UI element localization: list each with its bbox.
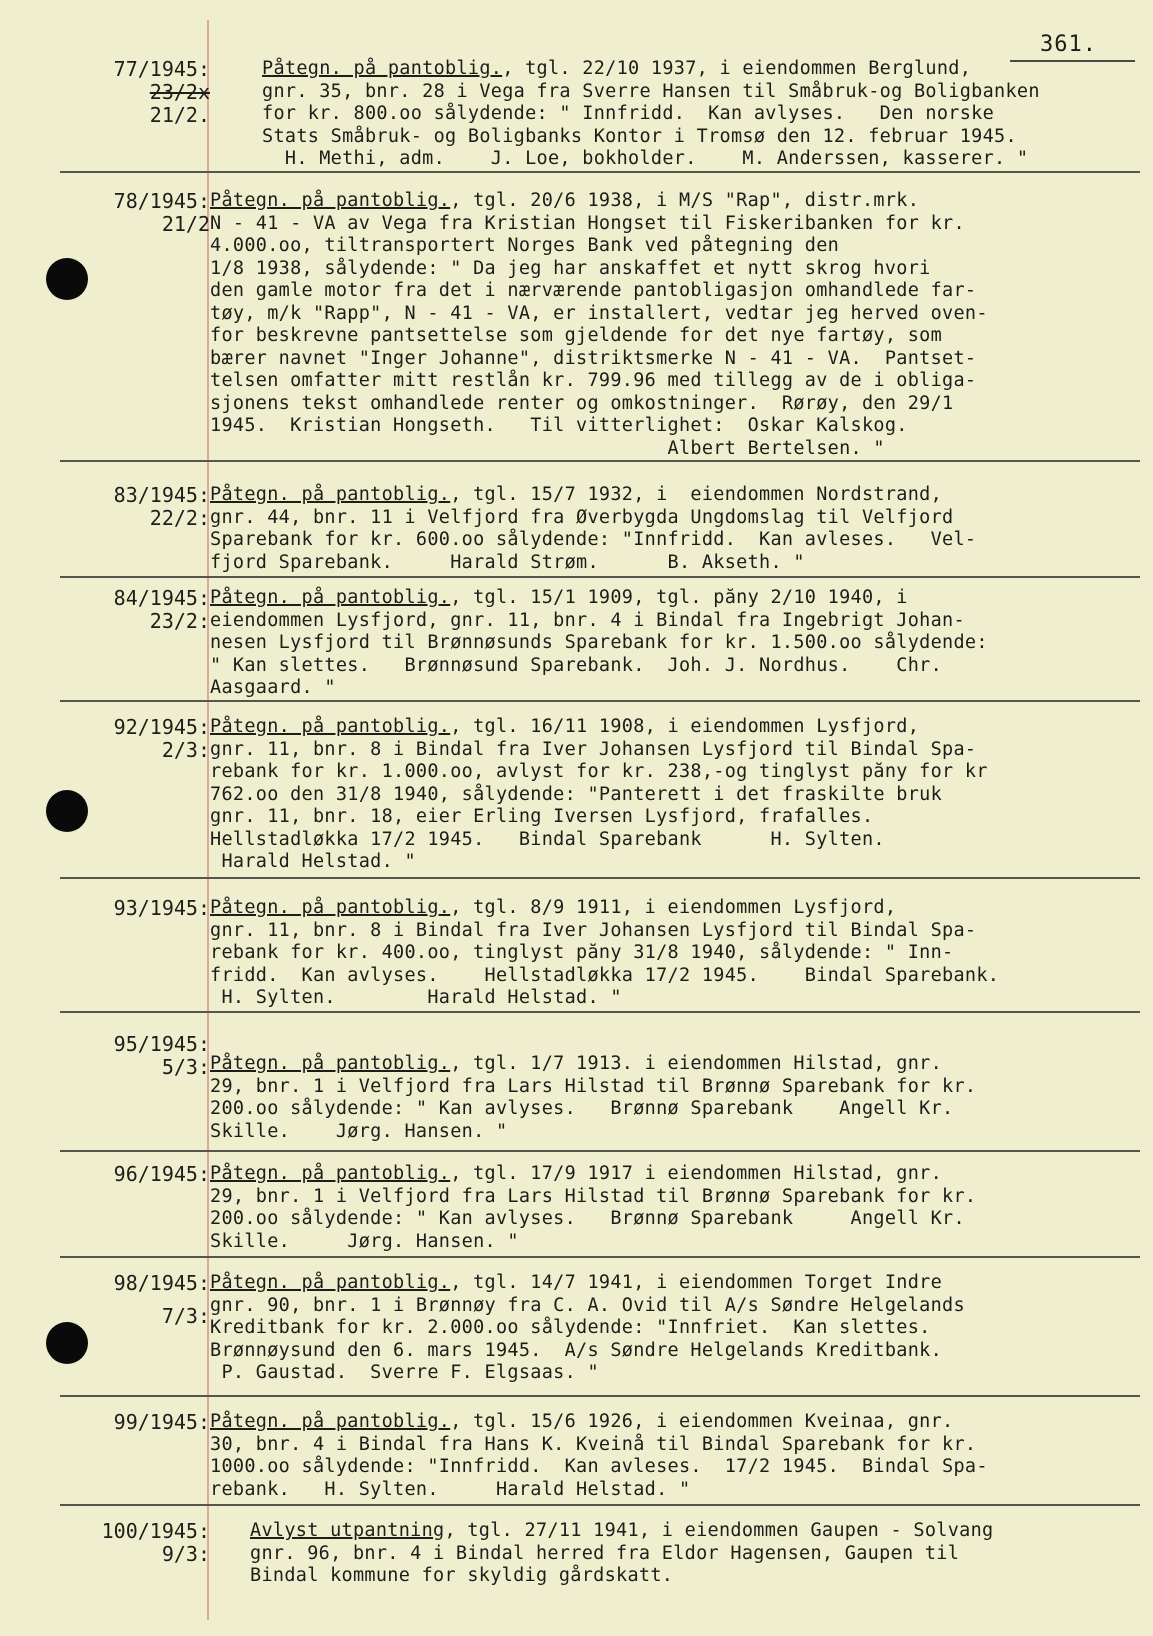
entry-text xyxy=(250,1520,1140,1588)
entry-number: 93/1945: xyxy=(113,896,210,920)
entry-date: 21/2 xyxy=(161,212,210,236)
entry-divider xyxy=(60,1395,1140,1397)
entry-number: 98/1945: xyxy=(113,1271,210,1295)
entry-number: 77/1945: xyxy=(113,57,210,81)
entry-reference xyxy=(70,190,210,236)
entry-divider xyxy=(60,576,1140,578)
entry-date: 9/3: xyxy=(161,1542,210,1566)
entry-title: Påtegn. på pantoblig. xyxy=(210,1163,451,1184)
entry-reference xyxy=(70,897,210,920)
entry-reference xyxy=(70,1272,210,1328)
punch-hole xyxy=(46,258,88,300)
entry-reference xyxy=(70,1163,210,1186)
entry-reference xyxy=(70,58,210,127)
entry-text xyxy=(210,484,1140,574)
entry-body: , tgl. 22/10 1937, i eiendommen Berglund, gnr. 35, bnr. 28 i Vega fra Sverre Hansen til Småbruk-og Boligbanken for kr. 800.oo sålydende: " Innfridd. Kan avlyses. Den norske Stats Småbruk- og Boligbanks Kontor i Tromsø den 12. februar 1945. H. Methi, adm. J. Loe, bokholder. M. Anderssen, kasserer. " xyxy=(262,58,1040,169)
entry-text xyxy=(210,1163,1140,1253)
entry-divider xyxy=(60,877,1140,879)
entry-body: , tgl. 15/1 1909, tgl. pӑny 2/10 1940, i eiendommen Lysfjord, gnr. 11, bnr. 4 i Bindal fra Ingebrigt Johan- nesen Lysfjord til Brønnøsunds Sparebank for kr. 1.500.oo sålydende: " Kan slettes. Brønnøsund Sparebank. Joh. J. Nordhus. Chr. Aasgaard. " xyxy=(210,587,988,698)
entry-title: Påtegn. på pantoblig. xyxy=(210,1272,451,1293)
entry-reference xyxy=(70,484,210,530)
entry-divider xyxy=(60,1256,1140,1258)
entry-body: , tgl. 14/7 1941, i eiendommen Torget Indre gnr. 90, bnr. 1 i Brønnøy fra C. A. Ovid til A/s Søndre Helgelands Kreditbank for kr. 2.000.oo sålydende: "Innfriet. Kan slettes. Brønnøysund den 6. mars 1945. A/s Søndre Helgelands Kreditbank. P. Gaustad. Sverre F. Elgsaas. " xyxy=(210,1272,965,1383)
entry-divider xyxy=(60,1011,1140,1013)
entry-divider xyxy=(60,1150,1140,1152)
entry-body: , tgl. 17/9 1917 i eiendommen Hilstad, gnr. 29, bnr. 1 i Velfjord fra Lars Hilstad til Brønnø Sparebank for kr. 200.oo sålydende: " Kan avlyses. Brønnø Sparebank Angell Kr. Skille. Jørg. Hansen. " xyxy=(210,1163,977,1252)
entry-text xyxy=(210,190,1140,460)
entry-title: Påtegn. på pantoblig. xyxy=(210,716,451,737)
entry-body: , tgl. 1/7 1913. i eiendommen Hilstad, gnr. 29, bnr. 1 i Velfjord fra Lars Hilstad til Brønnø Sparebank for kr. 200.oo sålydende: " Kan avlyses. Brønnø Sparebank Angell Kr. Skille. Jørg. Hansen. " xyxy=(210,1053,977,1142)
punch-hole xyxy=(46,790,88,832)
entry-title: Påtegn. på pantoblig. xyxy=(210,897,451,918)
entry-body: , tgl. 8/9 1911, i eiendommen Lysfjord, gnr. 11, bnr. 8 i Bindal fra Iver Johansen Lysfjord til Bindal Spa- rebank for kr. 400.oo, tinglyst pӑny 31/8 1940, sålydende: " Inn- fridd. Kan avlyses. Hellstadløkka 17/2 1945. Bindal Sparebank. H. Sylten. Harald Helstad. " xyxy=(210,897,1000,1008)
entry-title: Påtegn. på pantoblig. xyxy=(210,587,451,608)
entry-divider xyxy=(60,460,1140,462)
punch-hole xyxy=(46,1322,88,1364)
entry-reference xyxy=(70,716,210,762)
entry-text xyxy=(210,716,1140,874)
entry-number: 78/1945: xyxy=(113,189,210,213)
entry-reference xyxy=(70,587,210,633)
entry-date: 2/3: xyxy=(161,738,210,762)
entry-title: Påtegn. på pantoblig. xyxy=(210,484,451,505)
entry-note: 23/2x xyxy=(149,80,210,104)
entry-body: , tgl. 16/11 1908, i eiendommen Lysfjord, gnr. 11, bnr. 8 i Bindal fra Iver Johansen Lysfjord til Bindal Spa- rebank for kr. 1.000.oo, avlyst for kr. 238,-og tinglyst pӑny for kr 762.oo den 31/8 1940, sålydende: "Panterett i det fraskilte bruk gnr. 11, bnr. 18, eier Erling Iversen Lysfjord, frafalles. Hellstadløkka 17/2 1945. Bindal Sparebank H. Sylten. Harald Helstad. " xyxy=(210,716,988,872)
entry-text xyxy=(210,587,1140,700)
entry-date: 23/2: xyxy=(149,609,210,633)
entry-number: 100/1945: xyxy=(101,1519,210,1543)
margin-line xyxy=(207,20,209,1620)
entry-body: , tgl. 15/7 1932, i eiendommen Nordstrand, gnr. 44, bnr. 11 i Velfjord fra Øverbygda Ungdomslag til Velfjord Sparebank for kr. 600.oo sålydende: "Innfridd. Kan avleses. Vel- fjord Sparebank. Harald Strøm. B. Akseth. " xyxy=(210,484,977,573)
entry-text xyxy=(210,1053,1140,1143)
entry-date: 22/2: xyxy=(149,506,210,530)
entry-date: 7/3: xyxy=(161,1304,210,1328)
entry-reference xyxy=(70,1520,210,1566)
entry-text xyxy=(210,1411,1140,1501)
entry-title: Påtegn. på pantoblig. xyxy=(262,58,503,79)
entry-number: 83/1945: xyxy=(113,483,210,507)
entry-number: 99/1945: xyxy=(113,1410,210,1434)
entry-date: 5/3: xyxy=(161,1055,210,1079)
entry-title: Påtegn. på pantoblig. xyxy=(210,190,451,211)
entry-title: Påtegn. på pantoblig. xyxy=(210,1053,451,1074)
entry-title: Påtegn. på pantoblig. xyxy=(210,1411,451,1432)
entry-date: 21/2. xyxy=(149,103,210,127)
entry-reference xyxy=(70,1033,210,1079)
entry-text xyxy=(210,897,1140,1010)
entry-body: , tgl. 27/11 1941, i eiendommen Gaupen - Solvang gnr. 96, bnr. 4 i Bindal herred fra Eldor Hagensen, Gaupen til Bindal kommune for skyldig gårdskatt. xyxy=(250,1520,994,1586)
entry-reference xyxy=(70,1411,210,1434)
entry-number: 95/1945: xyxy=(113,1032,210,1056)
entry-divider xyxy=(60,171,1140,173)
entry-body: , tgl. 15/6 1926, i eiendommen Kveinaa, gnr. 30, bnr. 4 i Bindal fra Hans K. Kveinå til Bindal Sparebank for kr. 1000.oo sålydende: "Innfridd. Kan avleses. 17/2 1945. Bindal Spa- rebank. H. Sylten. Harald Helstad. " xyxy=(210,1411,988,1500)
entry-number: 92/1945: xyxy=(113,715,210,739)
entry-text xyxy=(210,1272,1140,1385)
page-number: 361. xyxy=(1040,32,1097,57)
entry-divider xyxy=(60,1504,1140,1506)
entry-title: Avlyst utpantning xyxy=(250,1520,445,1541)
entry-number: 84/1945: xyxy=(113,586,210,610)
entry-number: 96/1945: xyxy=(113,1162,210,1186)
entry-body: , tgl. 20/6 1938, i M/S "Rap", distr.mrk. N - 41 - VA av Vega fra Kristian Hongset til Fiskeribanken for kr. 4.000.oo, tiltransportert Norges Bank ved påtegning den 1/8 1938, sålydende: " Da jeg har anskaffet et nytt skrog hvori den gamle motor fra det i nærværende pantobligasjon omhandlede far- tøy, m/k "Rapp", N - 41 - VA, er installert, vedtar jeg herved oven- for beskrevne pantsettelse som gjeldende for det nye fartøy, som bærer navnet "Inger Johanne", distriktsmerke N - 41 - VA. Pantset- telsen omfatter mitt restlån kr. 799.96 med tillegg av de i obliga- sjonens tekst omhandlede renter og omkostninger. Rørøy, den 29/1 1945. Kristian Hongseth. Til vitterlighet: Oskar Kalskog. Albert Bertelsen. " xyxy=(210,190,988,459)
entry-text xyxy=(262,58,1142,171)
entry-divider xyxy=(60,700,1140,702)
